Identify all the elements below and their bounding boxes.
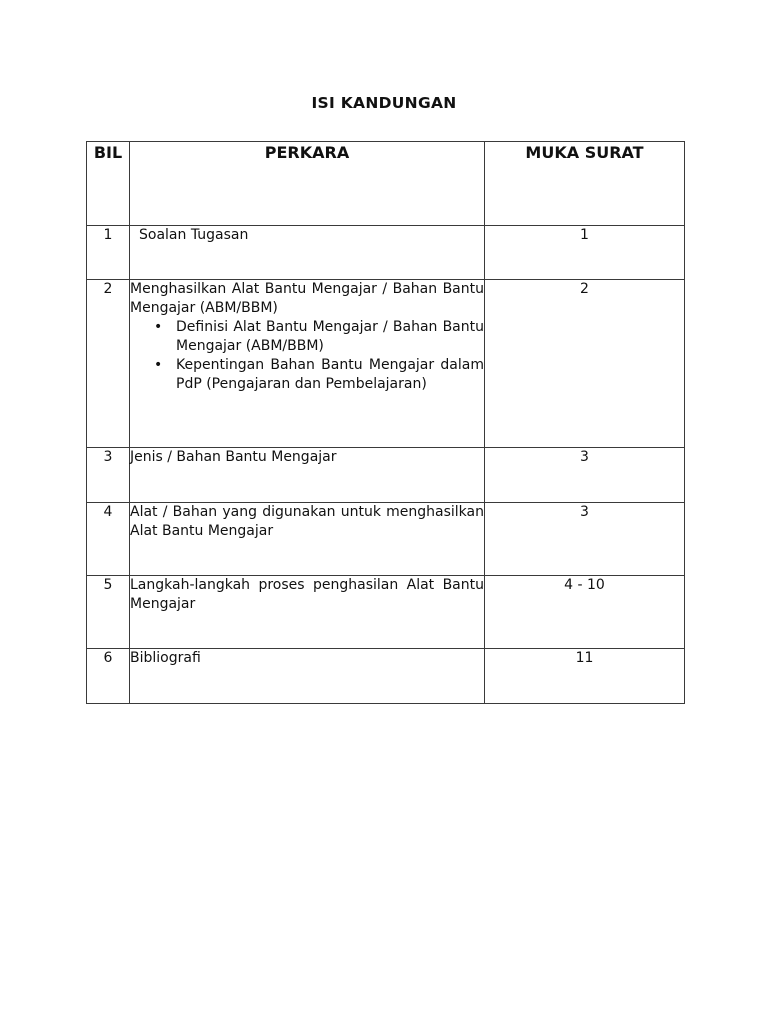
row-item: Langkah-langkah proses penghasilan Alat Bantu Mengajar <box>130 576 485 649</box>
table-header-row <box>87 142 685 226</box>
row-page: 3 <box>485 503 685 576</box>
row-page: 4 - 10 <box>485 576 685 649</box>
bullet-icon: • <box>154 319 163 335</box>
row-item-text: Menghasilkan Alat Bantu Mengajar / Bahan Bantu Mengajar (ABM/BBM) <box>130 281 484 316</box>
row-number: 3 <box>87 448 130 503</box>
sub-item-text: Kepentingan Bahan Bantu Mengajar dalam PdP (Pengajaran dan Pembelajaran) <box>176 357 484 392</box>
bullet-icon: • <box>154 357 163 373</box>
row-number: 2 <box>87 280 130 448</box>
row-page: 11 <box>485 649 685 704</box>
row-number: 1 <box>87 226 130 280</box>
table-row <box>87 649 685 704</box>
row-number: 5 <box>87 576 130 649</box>
row-number: 4 <box>87 503 130 576</box>
sub-item-list <box>130 318 484 394</box>
table-row <box>87 503 685 576</box>
table-row <box>87 226 685 280</box>
sub-item-text: Definisi Alat Bantu Mengajar / Bahan Bantu Mengajar (ABM/BBM) <box>176 319 484 354</box>
row-item <box>130 280 485 448</box>
table-row <box>87 280 685 448</box>
row-page: 3 <box>485 448 685 503</box>
header-muka-surat: MUKA SURAT <box>485 142 685 226</box>
table-row <box>87 448 685 503</box>
table-of-contents <box>86 141 685 704</box>
sub-item <box>154 356 484 394</box>
header-bil: BIL <box>87 142 130 226</box>
row-item: Soalan Tugasan <box>130 226 485 280</box>
row-number: 6 <box>87 649 130 704</box>
header-perkara: PERKARA <box>130 142 485 226</box>
table-row <box>87 576 685 649</box>
row-item: Bibliografi <box>130 649 485 704</box>
sub-item <box>154 318 484 356</box>
row-page: 2 <box>485 280 685 448</box>
row-item: Jenis / Bahan Bantu Mengajar <box>130 448 485 503</box>
row-item: Alat / Bahan yang digunakan untuk menghasilkan Alat Bantu Mengajar <box>130 503 485 576</box>
page-title: ISI KANDUNGAN <box>311 94 457 112</box>
row-page: 1 <box>485 226 685 280</box>
